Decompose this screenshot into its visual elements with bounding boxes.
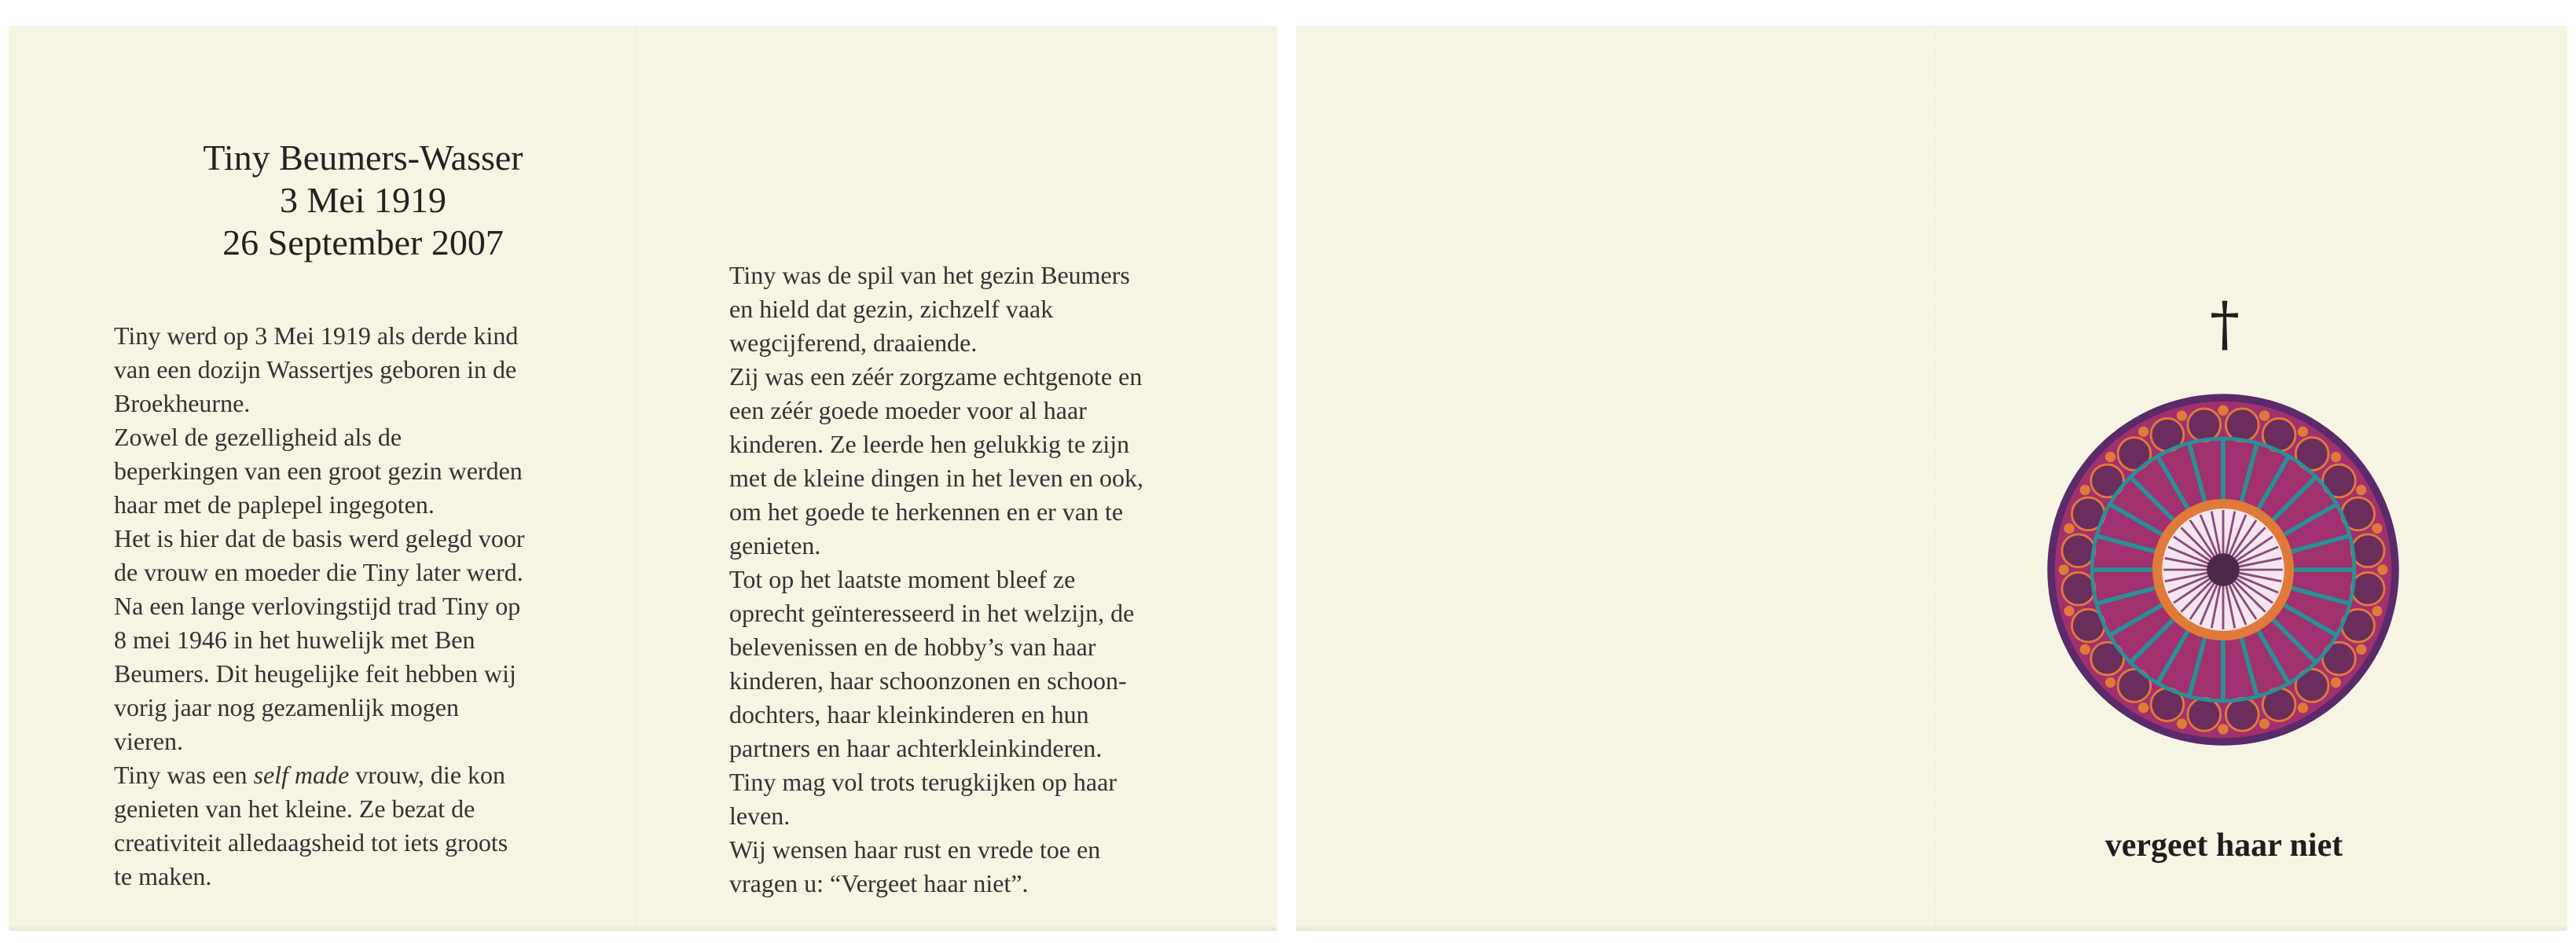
text-line: Tot op het laatste moment bleef ze <box>729 565 1076 593</box>
rosette-star <box>2259 410 2270 420</box>
cross-icon: † <box>2210 288 2240 358</box>
rosette-petal <box>2226 409 2259 442</box>
rosette-petal <box>2062 572 2095 605</box>
text-line: van een dozijn Wassertjes geboren in de <box>114 355 517 383</box>
rosette-star <box>2064 523 2074 534</box>
rosette-star <box>2080 644 2090 655</box>
rosette-star <box>2058 564 2068 574</box>
birth-date: 3 Mei 1919 <box>279 180 447 220</box>
text-line: Tiny mag vol trots terugkijken op haar <box>729 768 1117 796</box>
inner-card-spread <box>9 27 1276 930</box>
text-line: vorig jaar nog gezamenlijk mogen <box>114 693 459 721</box>
text-line: en hield dat gezin, zichzelf vaak <box>729 295 1054 323</box>
text-line: Broekheurne. <box>114 389 251 417</box>
biography-right-column <box>729 259 1143 901</box>
rosette-star <box>2105 677 2115 688</box>
rosette-star <box>2331 452 2341 462</box>
death-date: 26 September 2007 <box>222 222 504 262</box>
text-line: Tiny was een self made vrouw, die kon <box>114 761 506 789</box>
text-line: de vrouw en moeder die Tiny later werd. <box>114 558 523 586</box>
rosette-star <box>2138 427 2149 437</box>
text-line: haar met de paplepel ingegoten. <box>114 490 435 519</box>
text-line: Tiny was de spil van het gezin Beumers <box>729 261 1130 289</box>
rosette-star <box>2331 677 2341 688</box>
rosette-petal <box>2351 534 2384 567</box>
text-line: te maken. <box>114 862 212 890</box>
card-edge <box>9 924 1276 930</box>
rosette-star <box>2372 606 2382 616</box>
card-edge <box>1297 924 2567 930</box>
card-fold-line <box>1936 27 1937 930</box>
rosette-star <box>2298 427 2308 437</box>
rosette-star <box>2105 452 2115 462</box>
text-line: Beumers. Dit heugelijke feit hebben wij <box>114 659 516 688</box>
text-line: creativiteit alledaagsheid tot iets groots <box>114 828 508 857</box>
emphasis-text: self made <box>253 761 350 789</box>
text-line: belevenissen en de hobby’s van haar <box>729 633 1096 661</box>
rosette-petal <box>2351 572 2384 605</box>
text-line: 8 mei 1946 in het huwelijk met Ben <box>114 626 475 654</box>
text-line: een zéér goede moeder voor al haar <box>729 396 1087 424</box>
text-line: dochters, haar kleinkinderen en hun <box>729 700 1089 728</box>
text-line: partners en haar achterkleinkinderen. <box>729 734 1103 762</box>
text-line: kinderen. Ze leerde hen gelukkig te zijn <box>729 430 1130 458</box>
text-line: Wij wensen haar rust en vrede toe en <box>729 835 1101 864</box>
text-line: kinderen, haar schoonzonen en schoon- <box>729 666 1127 695</box>
rosette-petal <box>2188 409 2221 442</box>
rosette-star <box>2298 703 2308 713</box>
rosette-star <box>2177 410 2187 420</box>
rosette-star <box>2259 718 2270 728</box>
rosette-star <box>2372 523 2382 534</box>
text-line: Zowel de gezelligheid als de <box>114 423 402 451</box>
text-line: leven. <box>729 802 791 830</box>
rosette-star <box>2138 703 2149 713</box>
rosette-petal <box>2226 698 2259 731</box>
text-line: genieten van het kleine. Ze bezat de <box>114 794 475 823</box>
rosette-star <box>2177 718 2187 728</box>
rosette-star <box>2356 644 2366 655</box>
rosette-mandala-icon <box>2037 383 2409 756</box>
rosette-petal <box>2188 698 2221 731</box>
rosette-star <box>2377 564 2387 574</box>
text-line: vragen u: “Vergeet haar niet”. <box>729 869 1029 897</box>
text-line: Tiny werd op 3 Mei 1919 als derde kind <box>114 321 519 350</box>
biography-left-column <box>114 319 525 893</box>
rosette-star <box>2218 405 2228 415</box>
text-line: wegcijferend, draaiende. <box>729 328 978 357</box>
text-line: genieten. <box>729 531 821 560</box>
rosette-star <box>2080 485 2090 495</box>
cover-caption: vergeet haar niet <box>2104 827 2343 864</box>
rosette-star <box>2356 485 2366 495</box>
deceased-name: Tiny Beumers-Wasser <box>203 138 523 178</box>
rosette-star <box>2064 606 2074 616</box>
text-line: oprecht geïnteresseerd in het welzijn, de <box>729 599 1135 627</box>
memorial-heading <box>9 137 717 264</box>
text-line: met de kleine dingen in het leven en ook, <box>729 464 1143 492</box>
text-line: Zij was een zéér zorgzame echtgenote en <box>729 362 1143 391</box>
text-line: vieren. <box>114 727 183 755</box>
rosette-petal <box>2062 534 2095 567</box>
text-line: om het goede te herkennen en er van te <box>729 497 1124 526</box>
rosette-hub <box>2207 553 2240 586</box>
text-line: Na een lange verlovingstijd trad Tiny op <box>114 592 521 620</box>
rosette-star <box>2218 724 2228 734</box>
text-line: beperkingen van een groot gezin werden <box>114 457 523 485</box>
text-line: Het is hier dat de basis werd gelegd voor <box>114 524 525 552</box>
